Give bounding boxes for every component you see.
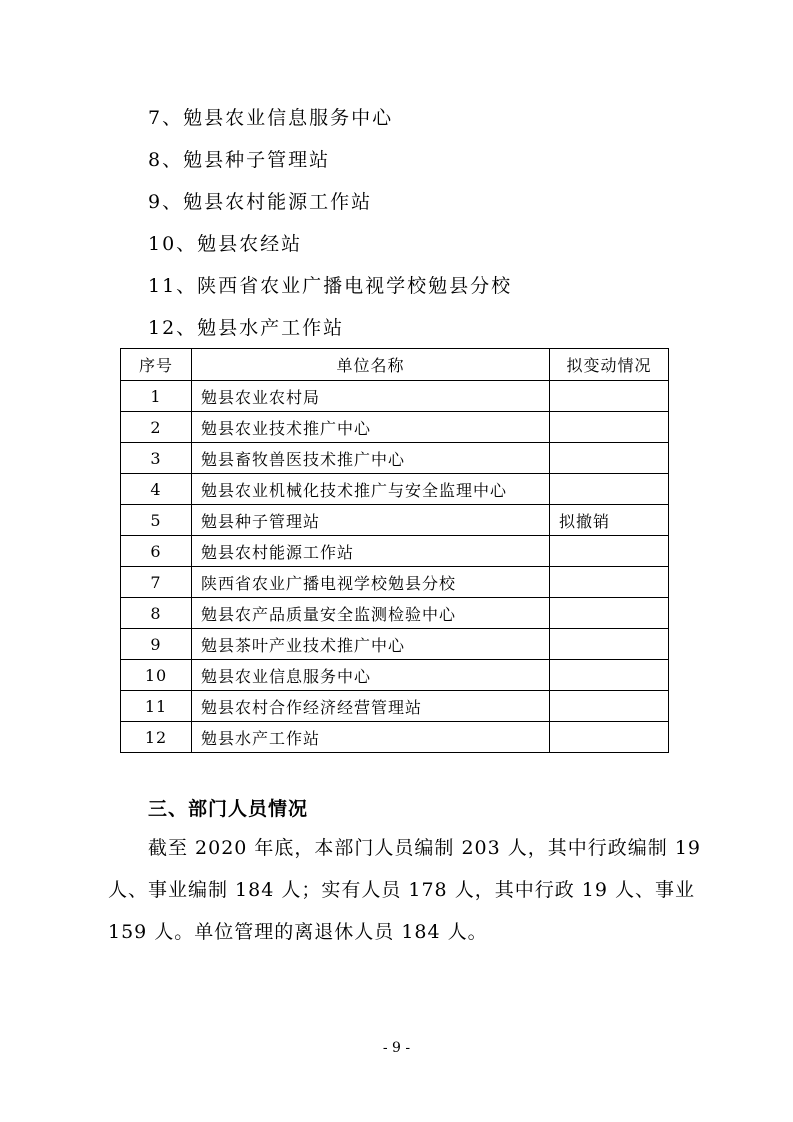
table-row bbox=[121, 381, 669, 412]
list-item: 10、勉县农经站 bbox=[148, 233, 303, 255]
page-number: - 9 - bbox=[382, 1040, 411, 1056]
paragraph-line: 人、事业编制 184 人；实有人员 178 人，其中行政 19 人、事业 bbox=[108, 879, 695, 901]
row-change bbox=[550, 536, 669, 567]
table-row bbox=[121, 536, 669, 567]
row-name: 勉县农业农村局 bbox=[192, 381, 550, 412]
row-no: 12 bbox=[121, 722, 192, 753]
row-no: 5 bbox=[121, 505, 192, 536]
table-row bbox=[121, 598, 669, 629]
row-change bbox=[550, 691, 669, 722]
list-item: 8、勉县种子管理站 bbox=[148, 149, 331, 171]
section-heading: 三、部门人员情况 bbox=[148, 798, 309, 820]
row-name: 陕西省农业广播电视学校勉县分校 bbox=[192, 567, 550, 598]
paragraph-line: 截至 2020 年底，本部门人员编制 203 人，其中行政编制 19 bbox=[148, 837, 701, 859]
row-no: 7 bbox=[121, 567, 192, 598]
table-row bbox=[121, 722, 669, 753]
row-name: 勉县农产品质量安全监测检验中心 bbox=[192, 598, 550, 629]
row-no: 4 bbox=[121, 474, 192, 505]
table-row bbox=[121, 567, 669, 598]
units-table bbox=[120, 348, 669, 753]
row-name: 勉县种子管理站 bbox=[192, 505, 550, 536]
row-change bbox=[550, 381, 669, 412]
row-no: 1 bbox=[121, 381, 192, 412]
row-change: 拟撤销 bbox=[550, 505, 669, 536]
row-no: 9 bbox=[121, 629, 192, 660]
header-no: 序号 bbox=[121, 349, 192, 381]
table-row bbox=[121, 474, 669, 505]
row-no: 10 bbox=[121, 660, 192, 691]
table-row bbox=[121, 412, 669, 443]
row-change bbox=[550, 660, 669, 691]
list-item: 11、陕西省农业广播电视学校勉县分校 bbox=[148, 275, 513, 297]
table-header-row bbox=[121, 349, 669, 381]
row-no: 2 bbox=[121, 412, 192, 443]
list-item: 9、勉县农村能源工作站 bbox=[148, 191, 373, 213]
paragraph-line: 159 人。单位管理的离退休人员 184 人。 bbox=[108, 921, 488, 943]
row-change bbox=[550, 443, 669, 474]
row-name: 勉县畜牧兽医技术推广中心 bbox=[192, 443, 550, 474]
row-change bbox=[550, 412, 669, 443]
row-name: 勉县茶叶产业技术推广中心 bbox=[192, 629, 550, 660]
list-item: 12、勉县水产工作站 bbox=[148, 317, 345, 339]
row-change bbox=[550, 722, 669, 753]
row-change bbox=[550, 598, 669, 629]
row-no: 8 bbox=[121, 598, 192, 629]
row-name: 勉县农村能源工作站 bbox=[192, 536, 550, 567]
row-change bbox=[550, 474, 669, 505]
header-change: 拟变动情况 bbox=[550, 349, 669, 381]
row-no: 3 bbox=[121, 443, 192, 474]
row-name: 勉县农业机械化技术推广与安全监理中心 bbox=[192, 474, 550, 505]
row-name: 勉县农村合作经济经营管理站 bbox=[192, 691, 550, 722]
row-no: 11 bbox=[121, 691, 192, 722]
row-name: 勉县农业技术推广中心 bbox=[192, 412, 550, 443]
table-row bbox=[121, 691, 669, 722]
header-name: 单位名称 bbox=[192, 349, 550, 381]
list-item: 7、勉县农业信息服务中心 bbox=[148, 107, 394, 129]
table-row bbox=[121, 505, 669, 536]
table-row bbox=[121, 629, 669, 660]
row-name: 勉县农业信息服务中心 bbox=[192, 660, 550, 691]
row-change bbox=[550, 567, 669, 598]
row-no: 6 bbox=[121, 536, 192, 567]
row-change bbox=[550, 629, 669, 660]
table-row bbox=[121, 660, 669, 691]
table-row bbox=[121, 443, 669, 474]
row-name: 勉县水产工作站 bbox=[192, 722, 550, 753]
